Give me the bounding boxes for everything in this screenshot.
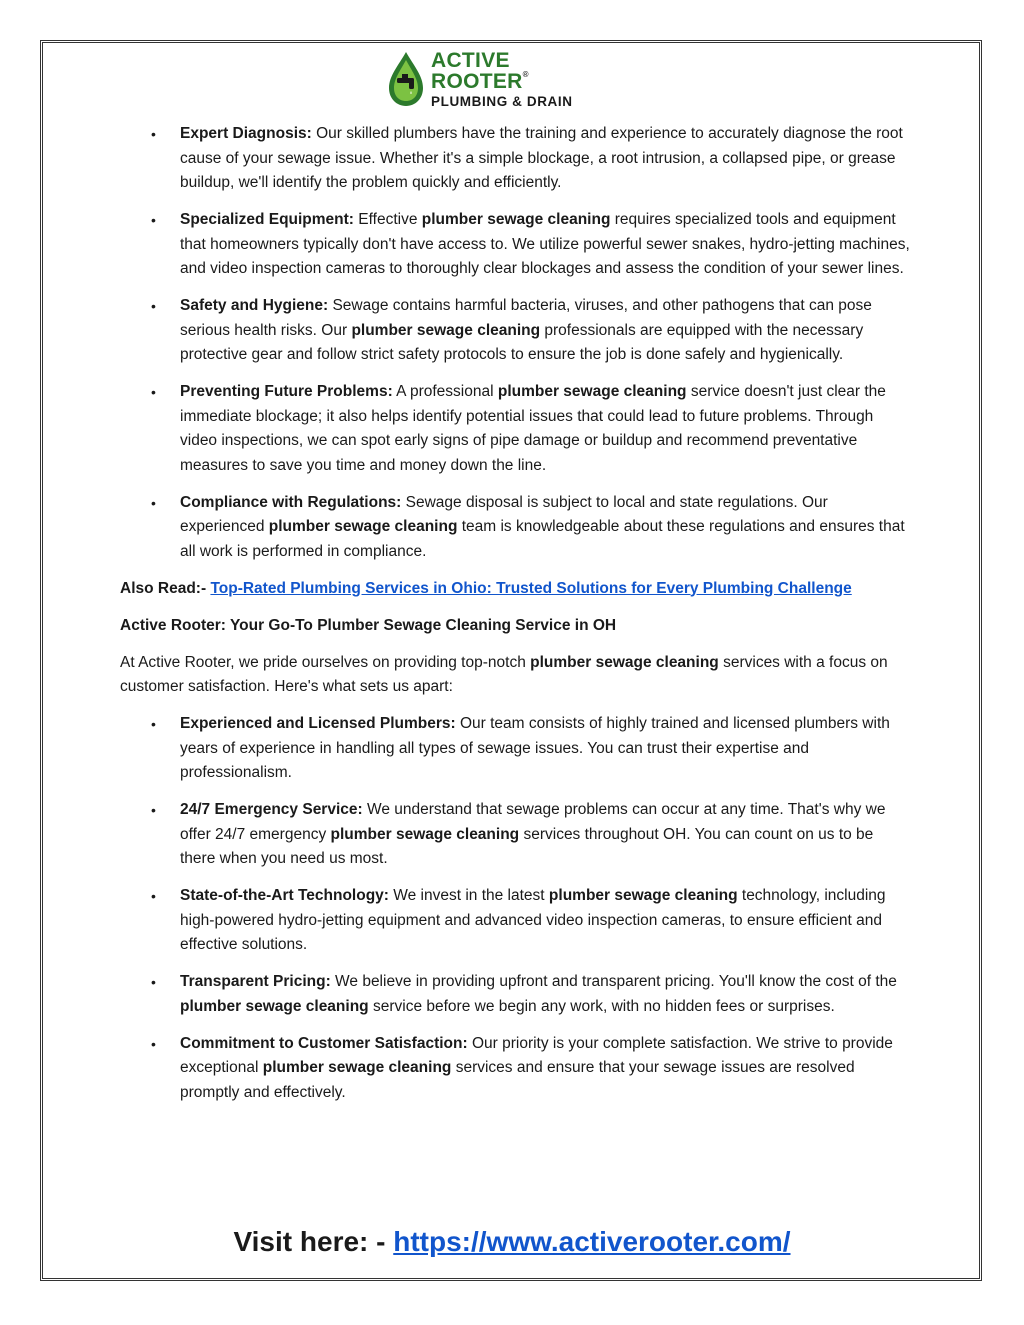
item-keyword: plumber sewage cleaning <box>548 887 738 904</box>
item-text: A professional <box>392 383 498 400</box>
item-term: Compliance with Regulations: <box>180 493 402 511</box>
bullet-dot: • <box>151 974 156 990</box>
bullet-dot: • <box>151 1035 156 1052</box>
also-read-link[interactable]: Top-Rated Plumbing Services in Ohio: Trusted Solutions for Every Plumbing Challenge <box>210 579 852 597</box>
item-term: Specialized Equipment: <box>180 211 354 228</box>
item-keyword: plumber sewage cleaning <box>497 383 687 400</box>
logo-name: ACTIVE ROOTER® <box>431 48 529 93</box>
bullet-dot: • <box>151 212 156 228</box>
item-keyword: plumber sewage cleaning <box>421 211 611 228</box>
item-term: Transparent Pricing: <box>180 973 331 990</box>
list-item <box>120 491 910 565</box>
item-term: State-of-the-Art Technology: <box>180 887 389 904</box>
item-text: Our priority is your complete satisfaction. We strive to provide exceptional <box>180 1034 893 1076</box>
visit-footer <box>0 1226 1024 1258</box>
water-drop-faucet-icon <box>385 50 427 108</box>
list-item <box>120 970 910 1019</box>
item-keyword: plumber sewage cleaning <box>268 518 458 535</box>
item-keyword: plumber sewage cleaning <box>180 997 369 1015</box>
intro-paragraph <box>120 651 910 700</box>
item-text: team is knowledgeable about these regulations and ensures that all work is performed in compliance. <box>180 518 905 560</box>
logo-tagline: PLUMBING & DRAIN <box>431 93 573 109</box>
intro-keyword: plumber sewage cleaning <box>530 653 719 671</box>
item-text: technology, including high-powered hydro-jetting equipment and advanced video inspection cameras, to ensure efficient and effective solutions. <box>180 887 886 953</box>
item-term: 24/7 Emergency Service: <box>180 801 363 818</box>
item-term: Expert Diagnosis: <box>180 125 312 142</box>
item-text: We believe in providing upfront and transparent pricing. You'll know the cost of the <box>330 973 897 990</box>
bullet-dot: • <box>151 298 156 314</box>
visit-label: Visit here: - <box>233 1226 394 1257</box>
list-item <box>120 798 910 872</box>
item-term: Commitment to Customer Satisfaction: <box>180 1034 468 1052</box>
document-body <box>120 122 910 1118</box>
list-item <box>120 294 910 368</box>
list-item <box>120 208 910 282</box>
website-link[interactable]: https://www.activerooter.com/ <box>393 1226 791 1257</box>
item-text: requires specialized tools and equipment that homeowners typically don't have access to. We utilize powerful sewer snakes, hydro-jetting machines, and video inspection cameras to thoroughly clear blockages and assess the condition of your sewer lines. <box>180 211 910 277</box>
item-text: services and ensure that your sewage issues are resolved promptly and effectively. <box>180 1059 855 1101</box>
item-term: Preventing Future Problems: <box>180 383 393 400</box>
item-keyword: plumber sewage cleaning <box>262 1059 452 1076</box>
section-heading-text: Active Rooter: Your Go-To Plumber Sewage Cleaning Service in OH <box>120 616 617 634</box>
list-item <box>120 712 910 786</box>
item-text: Effective <box>353 211 422 228</box>
bullet-dot: • <box>151 384 156 400</box>
list-item <box>120 122 910 196</box>
feature-list-2 <box>120 712 910 1105</box>
item-text: Our team consists of highly trained and licensed plumbers with years of experience in handling all types of sewage issues. You can trust their expertise and professionalism. <box>180 715 890 781</box>
bullet-dot: • <box>151 716 156 732</box>
item-term: Experienced and Licensed Plumbers: <box>180 715 456 732</box>
bullet-dot: • <box>151 126 156 142</box>
feature-list-1 <box>120 122 910 564</box>
item-text: Sewage contains harmful bacteria, viruses, and other pathogens that can pose serious health risks. Our <box>180 297 872 339</box>
item-text: We invest in the latest <box>388 887 549 904</box>
intro-text: services with a focus on customer satisfaction. Here's what sets us apart: <box>120 653 888 695</box>
item-text: Sewage disposal is subject to local and state regulations. Our experienced <box>180 493 828 535</box>
bullet-dot: • <box>151 802 156 818</box>
item-term: Safety and Hygiene: <box>180 297 329 314</box>
item-keyword: plumber sewage cleaning <box>330 825 520 843</box>
logo <box>385 48 605 110</box>
item-text: service before we begin any work, with no hidden fees or surprises. <box>368 997 835 1015</box>
list-item <box>120 884 910 958</box>
item-text: Our skilled plumbers have the training and experience to accurately diagnose the root cause of your sewage issue. Whether it's a simple blockage, a root intrusion, a collapsed pipe, or grease buildup, we'll identify the problem quickly and efficiently. <box>180 125 903 191</box>
bullet-dot: • <box>151 494 156 511</box>
list-item <box>120 380 910 478</box>
also-read-label: Also Read:- <box>120 579 207 597</box>
item-text: service doesn't just clear the immediate blockage; it also helps identify potential issues that could lead to future problems. Through video inspections, we can spot early signs of pipe damage or buildup and recommend preventative measures to save you time and money down the line. <box>180 383 886 474</box>
item-text: services throughout OH. You can count on us to be there when you need us most. <box>180 825 874 867</box>
section-heading <box>120 614 910 639</box>
item-text: We understand that sewage problems can occur at any time. That's why we offer 24/7 emergency <box>180 801 886 843</box>
also-read <box>120 577 910 602</box>
item-text: professionals are equipped with the necessary protective gear and follow strict safety protocols to ensure the job is done safely and hygienically. <box>180 321 864 363</box>
intro-text: At Active Rooter, we pride ourselves on providing top-notch <box>120 653 531 671</box>
list-item <box>120 1032 910 1106</box>
item-keyword: plumber sewage cleaning <box>351 321 541 339</box>
bullet-dot: • <box>151 888 156 904</box>
